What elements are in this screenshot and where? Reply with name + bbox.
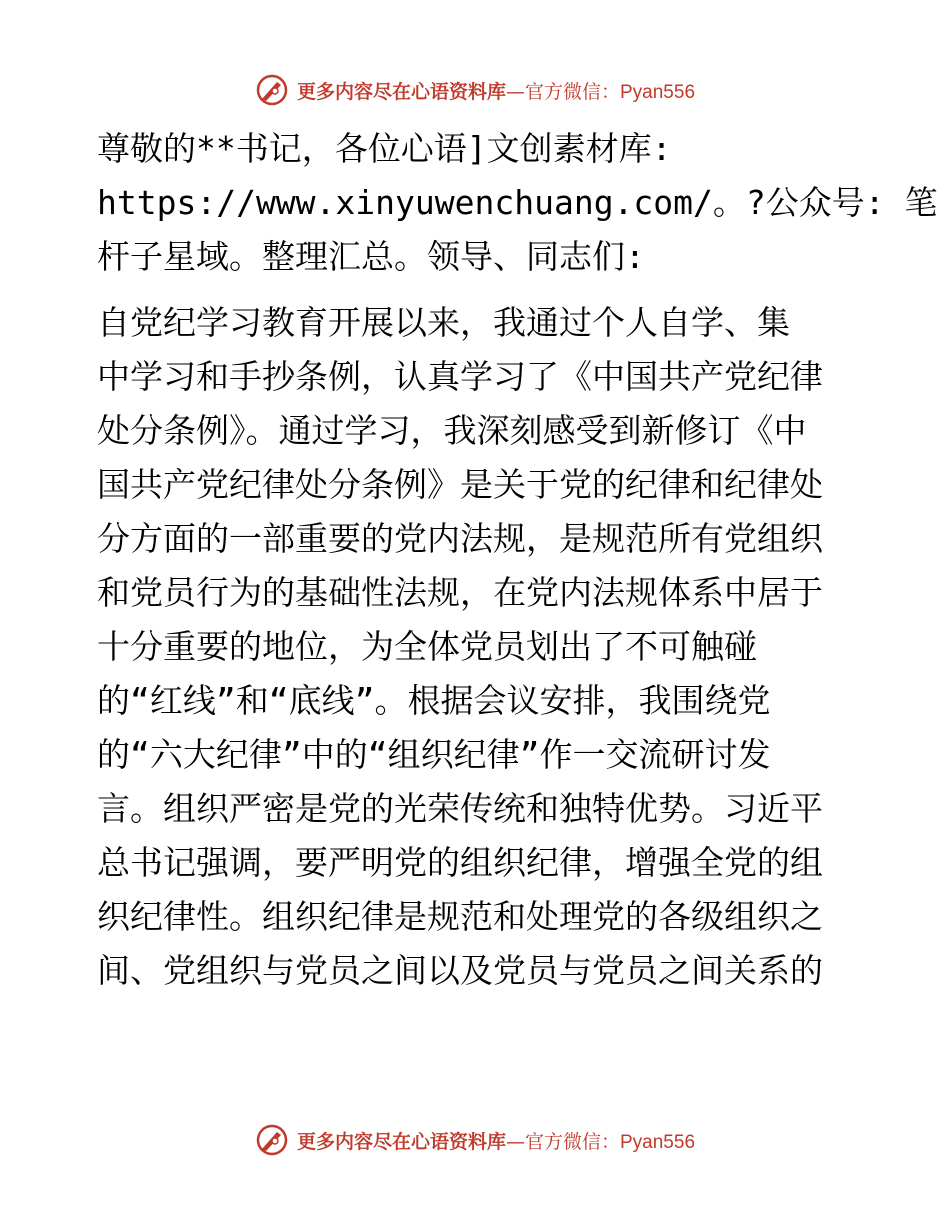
footer-banner-main: 更多内容尽在心语资料库 [296,1130,506,1153]
pen-logo-icon [255,73,289,107]
footer-banner-wechat: 官方微信： [524,1130,620,1153]
text-line: 分方面的一部重要的党内法规，是规范所有党组织 [97,519,823,558]
text-line: 间、党组织与党员之间以及党员与党员之间关系的 [97,951,823,990]
document-body [97,122,938,998]
header-banner-main: 更多内容尽在心语资料库 [296,80,506,103]
paragraph-greeting [97,122,938,284]
text-line: 总书记强调，要严明党的组织纪律，增强全党的组 [97,843,823,882]
header-banner-sep: — [505,80,525,103]
text-line: https://www.xinyuwenchuang.com/。?公众号: 笔 [97,183,938,222]
text-line: 的“红线”和“底线”。根据会议安排，我围绕党 [97,681,771,720]
text-line: 自党纪学习教育开展以来，我通过个人自学、集 [97,303,790,342]
footer-banner-sep: — [505,1130,525,1153]
text-line: 尊敬的**书记，各位心语]文创素材库: [97,129,672,168]
text-line: 处分条例》。通过学习，我深刻感受到新修订《中 [97,411,807,450]
text-line: 十分重要的地位，为全体党员划出了不可触碰 [97,627,757,666]
text-line: 国共产党纪律处分条例》是关于党的纪律和纪律处 [97,465,823,504]
header-banner [0,70,950,110]
footer-banner-id: Pyan556 [620,1131,696,1153]
header-banner-wechat: 官方微信： [524,80,620,103]
pen-logo-icon [255,1123,289,1157]
footer-banner-text [297,1127,695,1154]
text-line: 织纪律性。组织纪律是规范和处理党的各级组织之 [97,897,823,936]
text-line: 言。组织严密是党的光荣传统和独特优势。习近平 [97,789,823,828]
text-line: 中学习和手抄条例，认真学习了《中国共产党纪律 [97,357,823,396]
header-banner-text [297,77,695,104]
header-banner-id: Pyan556 [620,81,696,103]
footer-banner [0,1120,950,1160]
text-line: 杆子星域。整理汇总。领导、同志们: [97,237,645,276]
text-line: 和党员行为的基础性法规，在党内法规体系中居于 [97,573,823,612]
paragraph-main [97,296,849,998]
text-line: 的“六大纪律”中的“组织纪律”作一交流研讨发 [97,735,771,774]
